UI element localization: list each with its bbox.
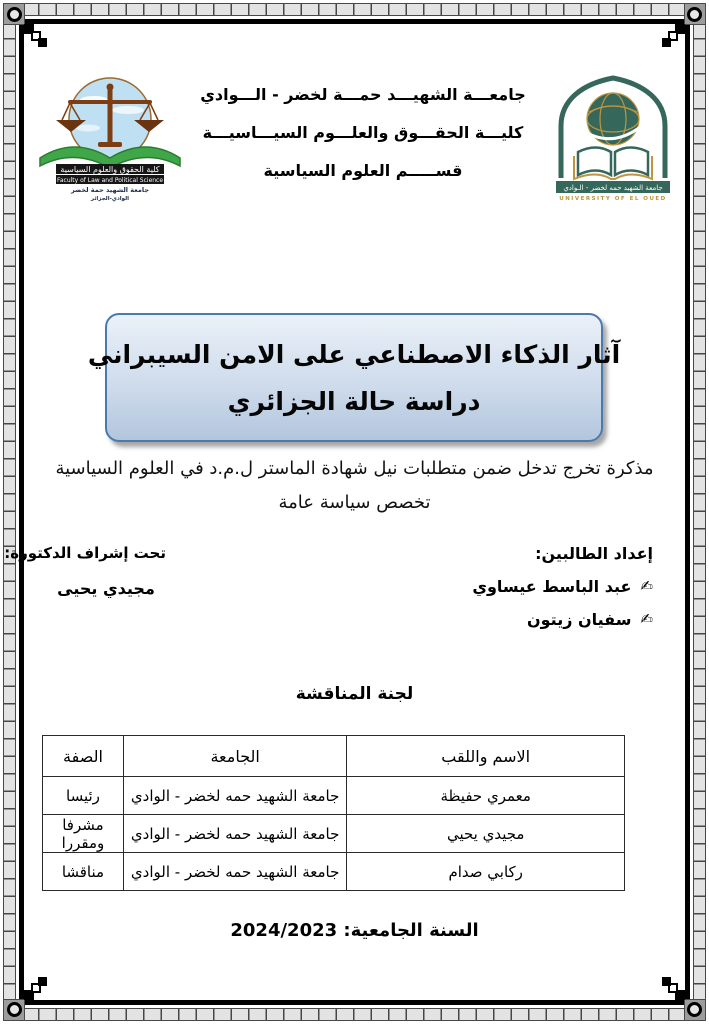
thesis-title-line1: آثار الذكاء الاصطناعي على الامن السيبراني	[87, 339, 621, 369]
corner-ring-icon	[684, 999, 706, 1021]
degree-subtitle	[40, 452, 669, 520]
corner-ring-icon	[684, 3, 706, 25]
faculty-logo	[36, 76, 184, 206]
member-university: جامعة الشهيد حمه لخضر - الوادي	[123, 853, 346, 891]
column-header-university: الجامعة	[123, 736, 346, 777]
supervision-heading: تحت إشراف الدكتورة:	[4, 544, 166, 562]
committee-header-row	[43, 736, 625, 777]
author-name: عبد الباسط عيساوي	[472, 577, 632, 596]
authors-block	[472, 544, 653, 629]
corner-ornament-bottom-right	[660, 975, 706, 1021]
column-header-name: الاسم واللقب	[347, 736, 625, 777]
faculty-logo-university: جامعة الشهيد حمة لخضر	[70, 186, 150, 194]
corner-ring-icon	[3, 3, 25, 25]
member-name: ركابي صدام	[347, 853, 625, 891]
border-band-top	[3, 3, 706, 16]
university-logo-arabic-name: جامعة الشهيد حمه لخضر - الـوادي	[563, 184, 663, 192]
department-name: قســـــم العلوم السياسية	[263, 161, 463, 180]
globe-book-arch-icon	[552, 72, 674, 202]
corner-ornament-top-right	[660, 3, 706, 49]
member-role: مشرفا ومقررا	[43, 815, 124, 853]
thesis-title-box	[87, 313, 621, 442]
corner-ring-icon	[3, 999, 25, 1021]
university-name: جامعـــة الشهيـــد حمـــة لخضر - الـــوادي	[200, 85, 526, 104]
thesis-title-line2: دراسة حالة الجزائري	[227, 386, 481, 416]
border-band-left	[3, 3, 16, 1021]
authors-heading: إعداد الطالبين:	[535, 544, 653, 563]
pen-icon: ✍	[640, 577, 653, 595]
scales-of-justice-icon	[36, 76, 184, 202]
university-logo	[552, 72, 674, 206]
table-row	[43, 853, 625, 891]
corner-ornament-bottom-left	[3, 975, 49, 1021]
member-role: رئيسا	[43, 777, 124, 815]
university-header	[185, 76, 541, 190]
supervision-block	[4, 544, 166, 598]
border-band-bottom	[3, 1008, 706, 1021]
subtitle-line1: مذكرة تخرج تدخل ضمن متطلبات نيل شهادة الماستر ل.م.د في العلوم السياسية	[55, 458, 654, 479]
university-logo-english-name: UNIVERSITY OF EL OUED	[559, 196, 667, 202]
faculty-logo-arabic-name: كلية الحقوق والعلوم السياسية	[60, 165, 160, 174]
subtitle-line2: تخصص سياسة عامة	[278, 492, 431, 513]
member-name: مجيدي يحيي	[347, 815, 625, 853]
author-name: سفيان زيتون	[526, 610, 632, 629]
academic-year: السنة الجامعية: 2024/2023	[230, 920, 479, 941]
table-row	[43, 815, 625, 853]
member-university: جامعة الشهيد حمه لخضر - الوادي	[123, 777, 346, 815]
border-band-right	[693, 3, 706, 1021]
faculty-logo-english-name: Faculty of Law and Political Science	[56, 177, 164, 184]
supervisor-name: مجيدي يحيى	[57, 579, 155, 598]
column-header-role: الصفة	[43, 736, 124, 777]
table-row	[43, 777, 625, 815]
member-role: مناقشا	[43, 853, 124, 891]
author-row	[472, 610, 653, 629]
faculty-name: كليـــة الحقـــوق والعلـــوم السيـــاسيـــة	[202, 123, 524, 142]
member-university: جامعة الشهيد حمه لخضر - الوادي	[123, 815, 346, 853]
committee-heading: لجنة المناقشة	[295, 684, 414, 704]
committee-table	[42, 735, 625, 891]
pen-icon: ✍	[640, 610, 653, 628]
member-name: معمري حفيظة	[347, 777, 625, 815]
corner-ornament-top-left	[3, 3, 49, 49]
faculty-logo-location: الوادي-الجزائر	[90, 196, 130, 202]
author-row	[472, 577, 653, 596]
